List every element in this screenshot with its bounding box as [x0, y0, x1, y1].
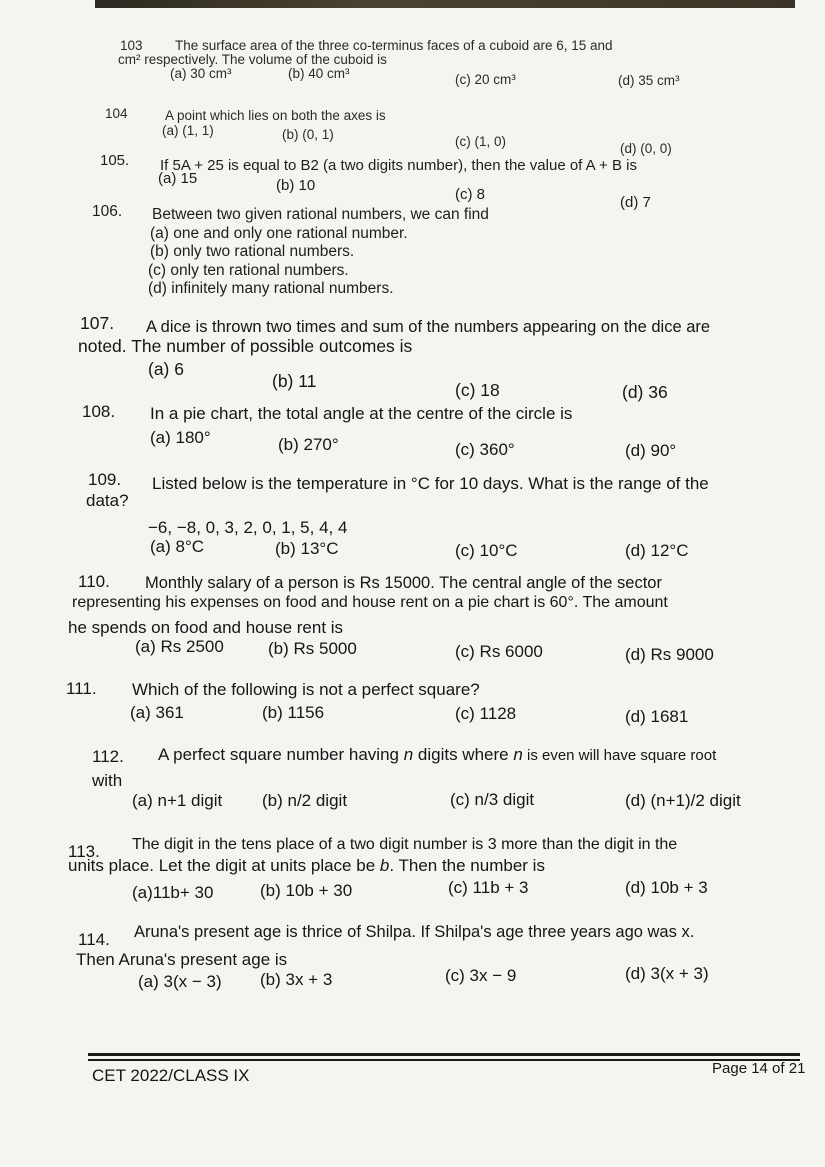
option-c: (c) 8 [455, 186, 485, 203]
question-number: 103 [120, 38, 143, 53]
option-d: (d) Rs 9000 [625, 645, 714, 664]
variable-b: b [379, 856, 390, 875]
option-c: (c) 18 [455, 380, 500, 400]
option-b: (b) 10b + 30 [260, 881, 353, 900]
variable-n: n [513, 745, 523, 764]
question-number: 112. [92, 747, 124, 766]
page-number: Page 14 of 21 [712, 1060, 806, 1077]
option-c: (c) n/3 digit [450, 790, 535, 809]
question-text: Aruna's present age is thrice of Shilpa. If Shilpa's age three years ago was x. [134, 923, 695, 941]
question-text: If 5A + 25 is equal to B2 (a two digits number), then the value of A + B is [160, 157, 637, 174]
question-text-part3: is even will have square root [522, 747, 717, 764]
question-text: A dice is thrown two times and sum of the numbers appearing on the dice are [146, 318, 711, 336]
option-a: (a) (1, 1) [162, 123, 214, 138]
option-b: (b) Rs 5000 [268, 639, 357, 658]
option-c: (c) 10°C [455, 541, 518, 560]
option-c: (c) 20 cm³ [455, 72, 516, 87]
data-values: −6, −8, 0, 3, 2, 0, 1, 5, 4, 4 [148, 518, 348, 537]
question-text: The digit in the tens place of a two digit number is 3 more than the digit in the [132, 836, 678, 853]
option-b: (b) (0, 1) [282, 127, 334, 142]
exam-label: CET 2022/CLASS IX [92, 1066, 250, 1085]
option-d: (d) 90° [625, 441, 677, 460]
question-text-line2 [68, 856, 545, 876]
footer-rule-thin [88, 1059, 800, 1061]
question-text-line2-part2: . Then the number is [389, 856, 545, 875]
option-a: (a) Rs 2500 [135, 637, 224, 656]
option-b: (b) 3x + 3 [260, 970, 333, 989]
question-text: In a pie chart, the total angle at the centre of the circle is [150, 404, 573, 423]
option-a: (a) 30 cm³ [170, 66, 232, 81]
question-number: 106. [92, 203, 123, 220]
option-a: (a)11b+ 30 [132, 883, 214, 902]
option-a: (a) 8°C [150, 537, 205, 556]
option-a: (a) 3(x − 3) [138, 972, 222, 991]
option-c: (c) 1128 [455, 704, 517, 723]
question-number: 107. [80, 313, 115, 333]
option-a: (a) n+1 digit [132, 791, 223, 810]
question-text: Listed below is the temperature in °C for 10 days. What is the range of the [152, 474, 709, 493]
question-number: 111. [66, 679, 97, 698]
question-number: 110. [78, 572, 110, 591]
option-b: (b) 40 cm³ [288, 66, 350, 81]
option-c: (c) only ten rational numbers. [148, 262, 349, 279]
question-text-line2: Then Aruna's present age is [76, 950, 288, 969]
option-b: (b) 13°C [275, 539, 339, 558]
option-c: (c) (1, 0) [455, 134, 507, 149]
question-text-line2: noted. The number of possible outcomes is [78, 336, 413, 356]
question-text-part2: digits where [413, 745, 514, 764]
option-c: (c) 11b + 3 [448, 878, 529, 897]
option-d: (d) 12°C [625, 541, 689, 560]
question-text-line2: with [92, 771, 123, 790]
question-number: 109. [88, 470, 122, 489]
question-text-line2: cm² respectively. The volume of the cuboid is [118, 52, 387, 67]
question-text-line2: data? [86, 491, 129, 510]
question-text: Between two given rational numbers, we can find [152, 206, 489, 223]
option-c: (c) 360° [455, 440, 515, 459]
question-text-line2: representing his expenses on food and house rent on a pie chart is 60°. The amount [72, 594, 668, 611]
question-text-line3: he spends on food and house rent is [68, 618, 344, 637]
option-d: (d) 36 [622, 382, 668, 402]
question-number: 108. [82, 402, 116, 421]
option-d: (d) 10b + 3 [625, 878, 708, 897]
question-text: A point which lies on both the axes is [165, 108, 386, 123]
option-c: (c) Rs 6000 [455, 642, 543, 661]
option-d: (d) 3(x + 3) [625, 964, 709, 983]
top-edge-strip [95, 0, 795, 8]
option-a: (a) 15 [158, 170, 198, 187]
option-a: (a) 180° [150, 428, 211, 447]
option-d: (d) infinitely many rational numbers. [148, 280, 394, 297]
question-text: Monthly salary of a person is Rs 15000. The central angle of the sector [145, 574, 662, 592]
question-text-part1: A perfect square number having [158, 745, 404, 764]
question-number: 114. [78, 930, 110, 949]
option-d: (d) (n+1)/2 digit [625, 791, 741, 810]
option-b: (b) 270° [278, 435, 339, 454]
question-number: 104 [105, 106, 128, 121]
option-d: (d) (0, 0) [620, 141, 672, 156]
question-number: 113. [68, 842, 100, 861]
option-a: (a) 6 [148, 359, 184, 379]
option-b: (b) 1156 [262, 703, 325, 722]
variable-n: n [403, 745, 414, 764]
option-b: (b) only two rational numbers. [150, 243, 355, 260]
option-b: (b) 10 [276, 177, 316, 194]
question-text: Which of the following is not a perfect square? [132, 680, 480, 699]
option-b: (b) n/2 digit [262, 791, 348, 810]
option-c: (c) 3x − 9 [445, 966, 517, 985]
footer-rule [88, 1053, 800, 1056]
question-number: 105. [100, 152, 130, 169]
question-text-line2-part1: units place. Let the digit at units place be [68, 856, 380, 875]
option-d: (d) 1681 [625, 707, 689, 726]
option-d: (d) 35 cm³ [618, 73, 680, 88]
option-a: (a) 361 [130, 703, 184, 722]
question-text: The surface area of the three co-terminus faces of a cuboid are 6, 15 and [175, 38, 613, 53]
option-a: (a) one and only one rational number. [150, 225, 408, 242]
option-b: (b) 11 [272, 371, 317, 391]
option-d: (d) 7 [620, 194, 651, 211]
question-text [158, 745, 716, 765]
